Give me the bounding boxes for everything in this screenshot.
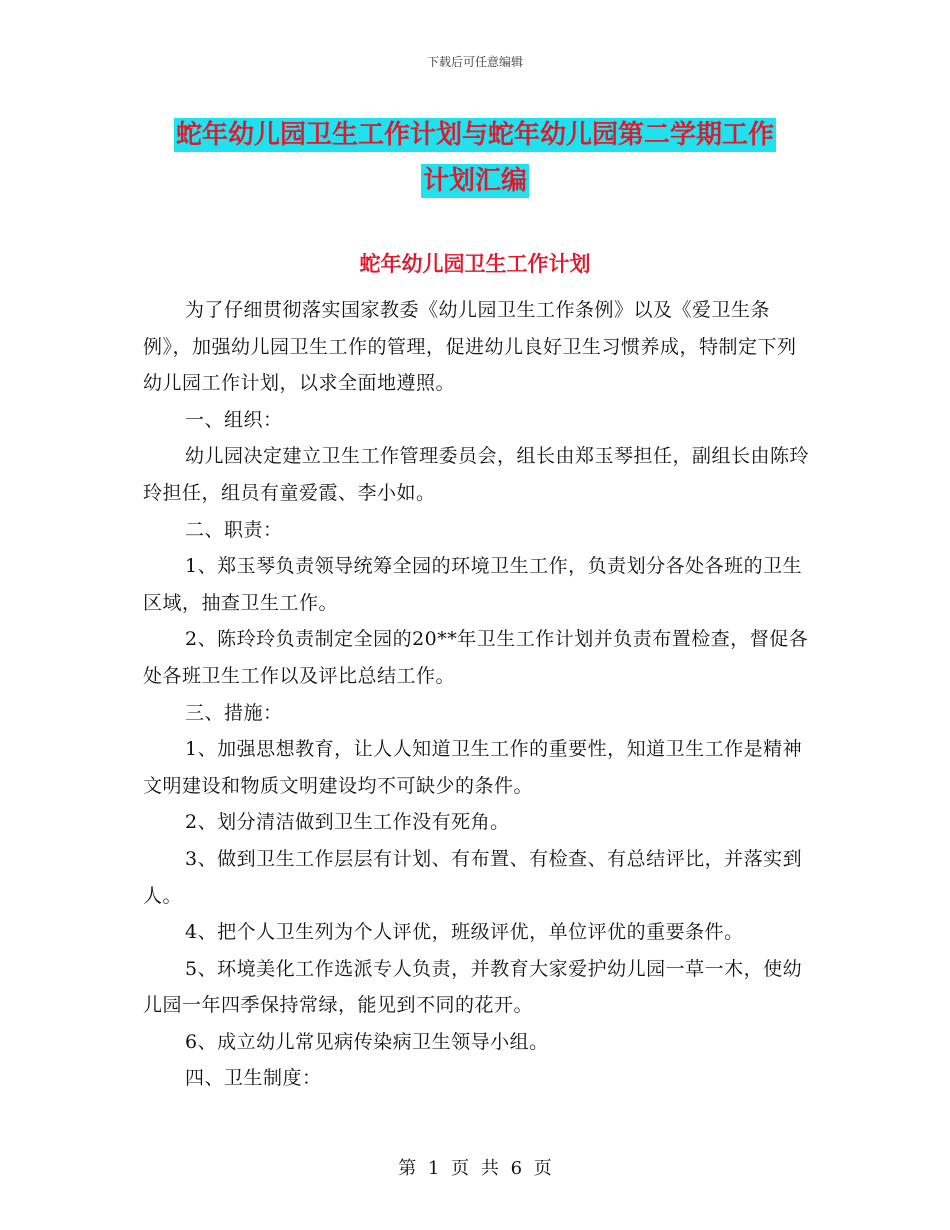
paragraph: 四、卫生制度： [185, 1067, 322, 1090]
paragraph: 1、加强思想教育，让人人知道卫生工作的重要性，知道卫生工作是精神文明建设和物质文明建设均不可缺少的条件。 [143, 738, 803, 797]
section-title: 蛇年幼儿园卫生工作计划 [359, 252, 591, 276]
paragraph: 4、把个人卫生列为个人评优，班级评优，单位评优的重要条件。 [185, 921, 744, 944]
paragraph: 幼儿园决定建立卫生工作管理委员会，组长由郑玉琴担任，副组长由陈玲玲担任，组员有童爱霞、李小如。 [143, 445, 810, 504]
paragraph: 为了仔细贯彻落实国家教委《幼儿园卫生工作条例》以及《爱卫生条例》，加强幼儿园卫生工作的管理，促进幼儿良好卫生习惯养成，特制定下列幼儿园工作计划，以求全面地遵照。 [143, 299, 797, 395]
paragraph: 2、陈玲玲负责制定全园的20**年卫生工作计划并负责布置检查，督促各处各班卫生工作以及评比总结工作。 [143, 628, 809, 687]
paragraph: 三、措施： [185, 701, 283, 724]
main-title-line-2: 计划汇编 [422, 166, 527, 196]
main-title-line-1: 蛇年幼儿园卫生工作计划与蛇年幼儿园第二学期工作 [175, 120, 774, 150]
paragraph: 5、环境美化工作选派专人负责，并教育大家爱护幼儿园一草一木，使幼儿园一年四季保持常绿，能见到不同的花开。 [143, 957, 803, 1017]
main-title [0, 112, 950, 204]
paragraph: 二、职责： [185, 518, 283, 541]
page-footer: 第 1 页 共 6 页 [398, 1158, 552, 1179]
header-note: 下载后可任意编辑 [426, 55, 523, 69]
body-text [143, 292, 813, 1097]
paragraph: 3、做到卫生工作层层有计划、有布置、有检查、有总结评比，并落实到人。 [143, 847, 803, 907]
paragraph: 2、划分清洁做到卫生工作没有死角。 [185, 811, 510, 834]
paragraph: 一、组织： [185, 408, 283, 431]
paragraph: 1、郑玉琴负责领导统筹全园的环境卫生工作，负责划分各处各班的卫生区域，抽查卫生工作。 [143, 555, 803, 614]
paragraph: 6、成立幼儿常见病传染病卫生领导小组。 [185, 1030, 549, 1053]
